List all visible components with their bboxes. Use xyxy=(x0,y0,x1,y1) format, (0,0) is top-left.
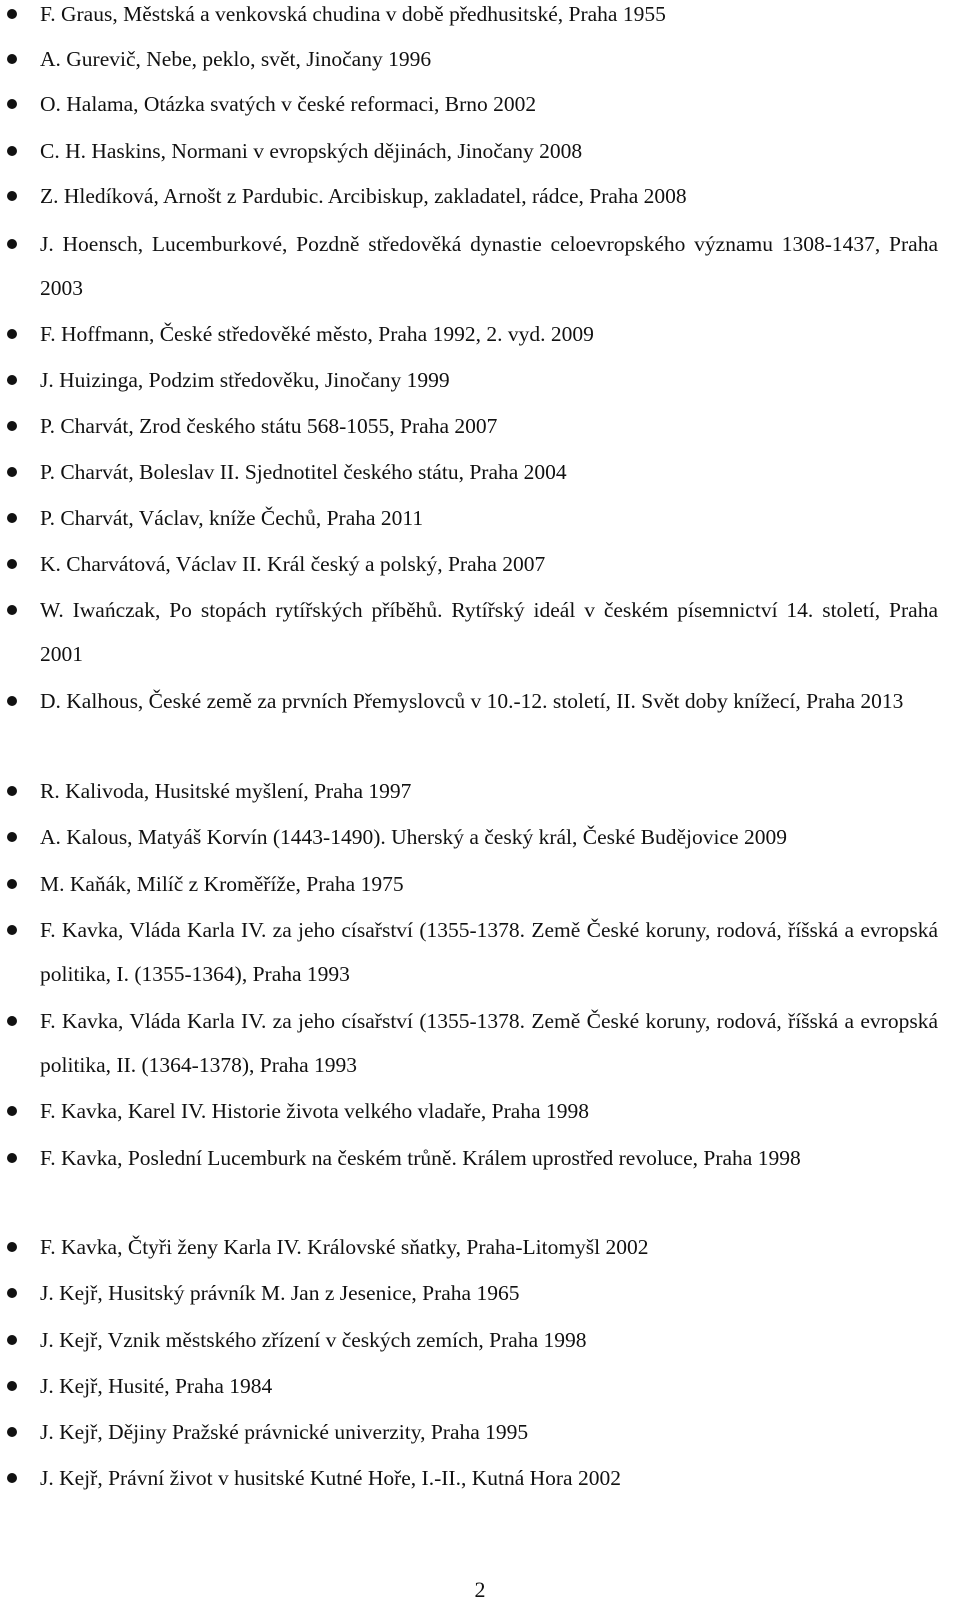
bullet-icon xyxy=(7,467,17,477)
bibliography-entry xyxy=(40,174,938,218)
bibliography-entry xyxy=(40,0,938,36)
bullet-icon xyxy=(7,329,17,339)
entry-text: P. Charvát, Václav, kníže Čechů, Praha 2011 xyxy=(40,506,424,530)
bibliography-entry xyxy=(40,908,938,996)
bibliography-entry xyxy=(40,496,938,540)
bullet-icon xyxy=(7,146,17,156)
bullet-icon xyxy=(7,1335,17,1345)
entry-text: P. Charvát, Zrod českého státu 568-1055, Praha 2007 xyxy=(40,414,498,438)
bibliography-entry xyxy=(40,404,938,448)
bullet-icon xyxy=(7,239,17,249)
bullet-icon xyxy=(7,9,17,19)
bullet-icon xyxy=(7,54,17,64)
bibliography-entry xyxy=(40,1364,938,1408)
bibliography-entry xyxy=(40,999,938,1087)
entry-text: P. Charvát, Boleslav II. Sjednotitel českého státu, Praha 2004 xyxy=(40,460,567,484)
bibliography-entry xyxy=(40,222,938,310)
entry-text: M. Kaňák, Milíč z Kroměříže, Praha 1975 xyxy=(40,872,404,896)
bibliography-entry xyxy=(40,769,938,813)
entry-text: F. Kavka, Vláda Karla IV. za jeho císařství (1355-1378. Země České koruny, rodová, říšská a evropská politika, I. (1355-1364), Praha 1993 xyxy=(40,918,938,986)
bibliography-entry xyxy=(40,542,938,586)
bibliography-entry xyxy=(40,588,938,676)
bullet-icon xyxy=(7,879,17,889)
bibliography-entry xyxy=(40,312,938,356)
bibliography-entry xyxy=(40,679,938,723)
bullet-icon xyxy=(7,1473,17,1483)
bullet-icon xyxy=(7,1153,17,1163)
entry-text: F. Kavka, Poslední Lucemburk na českém trůně. Králem uprostřed revoluce, Praha 1998 xyxy=(40,1146,801,1170)
entry-text: F. Graus, Městská a venkovská chudina v době předhusitské, Praha 1955 xyxy=(40,2,666,26)
entry-text: J. Kejř, Právní život v husitské Kutné Hoře, I.-II., Kutná Hora 2002 xyxy=(40,1466,621,1490)
bibliography-entry xyxy=(40,129,938,173)
bibliography-entry xyxy=(40,82,938,126)
bullet-icon xyxy=(7,1381,17,1391)
bullet-icon xyxy=(7,1288,17,1298)
entry-text: A. Gurevič, Nebe, peklo, svět, Jinočany 1996 xyxy=(40,47,432,71)
entry-text: W. Iwańczak, Po stopách rytířských příběhů. Rytířský ideál v českém písemnictví 14. století, Praha 2001 xyxy=(40,598,938,666)
entry-text: J. Kejř, Husitský právník M. Jan z Jesenice, Praha 1965 xyxy=(40,1281,520,1305)
entry-text: K. Charvátová, Václav II. Král český a polský, Praha 2007 xyxy=(40,552,546,576)
bullet-icon xyxy=(7,696,17,706)
entry-text: J. Kejř, Husité, Praha 1984 xyxy=(40,1374,273,1398)
bullet-icon xyxy=(7,421,17,431)
bibliography-entry xyxy=(40,37,938,81)
entry-text: F. Kavka, Vláda Karla IV. za jeho císařství (1355-1378. Země České koruny, rodová, říšská a evropská politika, II. (1364-1378), Praha 1993 xyxy=(40,1009,938,1077)
bullet-icon xyxy=(7,605,17,615)
bullet-icon xyxy=(7,513,17,523)
bibliography-entry xyxy=(40,862,938,906)
bullet-icon xyxy=(7,1016,17,1026)
entry-text: J. Kejř, Vznik městského zřízení v českých zemích, Praha 1998 xyxy=(40,1328,587,1352)
bullet-icon xyxy=(7,786,17,796)
bibliography-entry xyxy=(40,358,938,402)
bibliography-entry xyxy=(40,815,938,859)
bibliography-entry xyxy=(40,1136,938,1180)
bibliography-entry xyxy=(40,1271,938,1315)
bibliography-entry xyxy=(40,1089,938,1133)
bibliography-entry xyxy=(40,1410,938,1454)
bibliography-entry xyxy=(40,1225,938,1269)
bibliography-entry xyxy=(40,1456,938,1500)
entry-text: F. Hoffmann, České středověké město, Praha 1992, 2. vyd. 2009 xyxy=(40,322,594,346)
entry-text: J. Huizinga, Podzim středověku, Jinočany 1999 xyxy=(40,368,450,392)
bibliography-entry xyxy=(40,450,938,494)
bullet-icon xyxy=(7,1242,17,1252)
entry-text: D. Kalhous, České země za prvních Přemyslovců v 10.-12. století, II. Svět doby knížecí, Praha 2013 xyxy=(40,689,904,713)
bullet-icon xyxy=(7,925,17,935)
bullet-icon xyxy=(7,559,17,569)
entry-text: F. Kavka, Karel IV. Historie života velkého vladaře, Praha 1998 xyxy=(40,1099,589,1123)
bullet-icon xyxy=(7,99,17,109)
bullet-icon xyxy=(7,832,17,842)
page-number: 2 xyxy=(474,1577,486,1602)
bullet-icon xyxy=(7,1427,17,1437)
bibliography-entry xyxy=(40,1318,938,1362)
bullet-icon xyxy=(7,375,17,385)
entry-text: A. Kalous, Matyáš Korvín (1443-1490). Uherský a český král, České Budějovice 2009 xyxy=(40,825,787,849)
entry-text: C. H. Haskins, Normani v evropských dějinách, Jinočany 2008 xyxy=(40,139,583,163)
bullet-icon xyxy=(7,1106,17,1116)
entry-text: F. Kavka, Čtyři ženy Karla IV. Královské sňatky, Praha-Litomyšl 2002 xyxy=(40,1235,649,1259)
entry-text: Z. Hledíková, Arnošt z Pardubic. Arcibiskup, zakladatel, rádce, Praha 2008 xyxy=(40,184,687,208)
entry-text: O. Halama, Otázka svatých v české reformaci, Brno 2002 xyxy=(40,92,537,116)
bullet-icon xyxy=(7,191,17,201)
entry-text: J. Hoensch, Lucemburkové, Pozdně středověká dynastie celoevropského významu 1308-1437, Praha 2003 xyxy=(40,232,938,300)
entry-text: J. Kejř, Dějiny Pražské právnické univerzity, Praha 1995 xyxy=(40,1420,529,1444)
entry-text: R. Kalivoda, Husitské myšlení, Praha 1997 xyxy=(40,779,412,803)
